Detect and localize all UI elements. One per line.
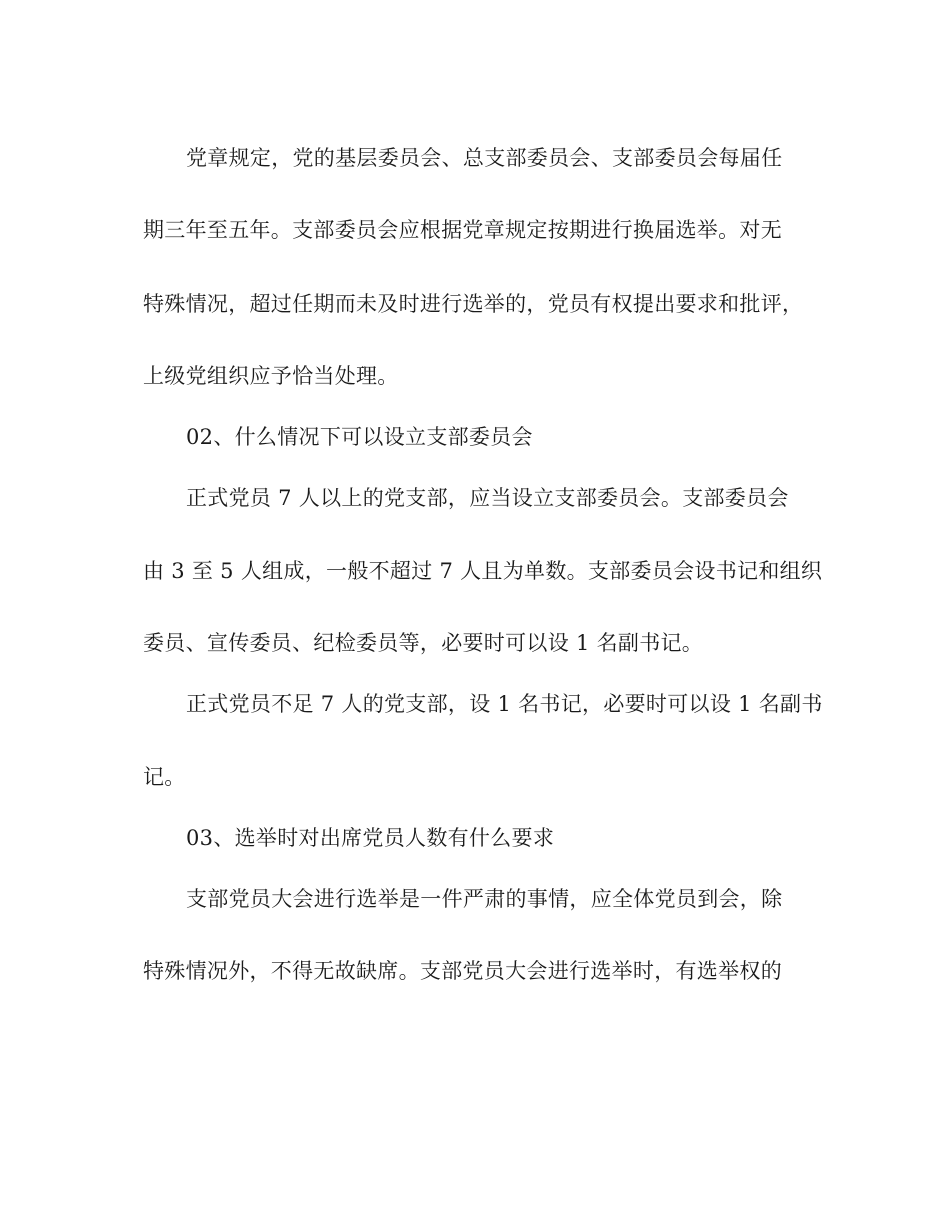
paragraph-2-line-2: 由 3 至 5 人组成，一般不超过 7 人且为单数。支部委员会设书记和组织 [143,559,823,583]
paragraph-2-line-3: 委员、宣传委员、纪检委员等，必要时可以设 1 名副书记。 [143,631,704,655]
paragraph-3-line-1: 正式党员不足 7 人的党支部，设 1 名书记，必要时可以设 1 名副书 [186,692,823,716]
paragraph-1-line-1: 党章规定，党的基层委员会、总支部委员会、支部委员会每届任 [186,146,783,170]
paragraph-2-line-1: 正式党员 7 人以上的党支部，应当设立支部委员会。支部委员会 [186,486,789,510]
paragraph-1-line-4: 上级党组织应予恰当处理。 [143,364,399,388]
paragraph-1-line-3: 特殊情况，超过任期而未及时进行选举的，党员有权提出要求和批评， [143,292,804,316]
paragraph-1-line-2: 期三年至五年。支部委员会应根据党章规定按期进行换届选举。对无 [143,218,782,242]
paragraph-3-line-2: 记。 [143,765,186,789]
section-heading-02: 02、什么情况下可以设立支部委员会 [186,425,533,449]
paragraph-4-line-2: 特殊情况外，不得无故缺席。支部党员大会进行选举时，有选举权的 [143,959,782,983]
paragraph-4-line-1: 支部党员大会进行选举是一件严肃的事情，应全体党员到会，除 [186,887,783,911]
section-heading-03: 03、选举时对出席党员人数有什么要求 [186,826,555,850]
